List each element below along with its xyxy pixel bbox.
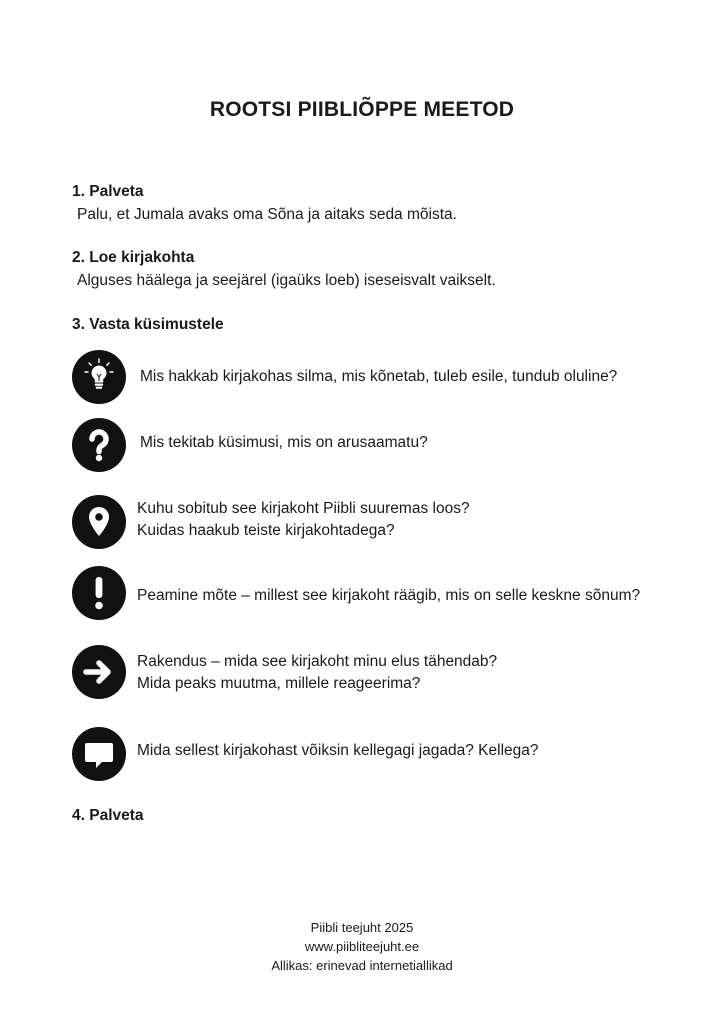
question-item bbox=[72, 494, 712, 550]
question-item bbox=[72, 350, 712, 406]
question-item bbox=[72, 726, 712, 782]
step-2-description: Alguses häälega ja seejärel (igaüks loeb) iseseisvalt vaikselt. bbox=[77, 272, 496, 289]
step-3-title: 3. Vasta küsimustele bbox=[72, 316, 224, 333]
lightbulb-icon bbox=[72, 350, 126, 404]
question-text-line-1: Rakendus – mida see kirjakoht minu elus tähendab? bbox=[137, 653, 498, 670]
footer-source: Allikas: erinevad internetiallikad bbox=[271, 958, 453, 973]
page-title: ROOTSI PIIBLIÕPPE MEETOD bbox=[209, 98, 515, 121]
question-text: Peamine mõte – millest see kirjakoht räägib, mis on selle keskne sõnum? bbox=[137, 587, 641, 604]
location-pin-icon bbox=[72, 495, 126, 549]
step-2-title: 2. Loe kirjakohta bbox=[72, 249, 195, 266]
question-mark-icon bbox=[72, 418, 126, 472]
speech-bubble-icon bbox=[72, 727, 126, 781]
step-1-title: 1. Palveta bbox=[72, 183, 144, 200]
question-item bbox=[72, 418, 712, 474]
question-item bbox=[72, 565, 712, 621]
question-text: Mis hakkab kirjakohas silma, mis kõnetab, tuleb esile, tundub oluline? bbox=[140, 368, 618, 385]
step-4-title: 4. Palveta bbox=[72, 807, 144, 824]
question-text-line-2: Kuidas haakub teiste kirjakohtadega? bbox=[137, 522, 395, 539]
exclamation-icon bbox=[72, 566, 126, 620]
footer-line-1: Piibli teejuht 2025 bbox=[310, 920, 414, 935]
question-text-line-1: Kuhu sobitub see kirjakoht Piibli suuremas loos? bbox=[137, 500, 470, 517]
footer-website-link[interactable]: www.piibliteejuht.ee bbox=[304, 939, 420, 954]
footer bbox=[0, 918, 724, 975]
question-text: Mis tekitab küsimusi, mis on arusaamatu? bbox=[140, 434, 428, 451]
question-text-line-2: Mida peaks muutma, millele reageerima? bbox=[137, 675, 421, 692]
step-1-description: Palu, et Jumala avaks oma Sõna ja aitaks seda mõista. bbox=[77, 206, 457, 223]
question-item bbox=[72, 645, 712, 701]
arrow-right-icon bbox=[72, 645, 126, 699]
question-text: Mida sellest kirjakohast võiksin kellegagi jagada? Kellega? bbox=[137, 742, 539, 759]
